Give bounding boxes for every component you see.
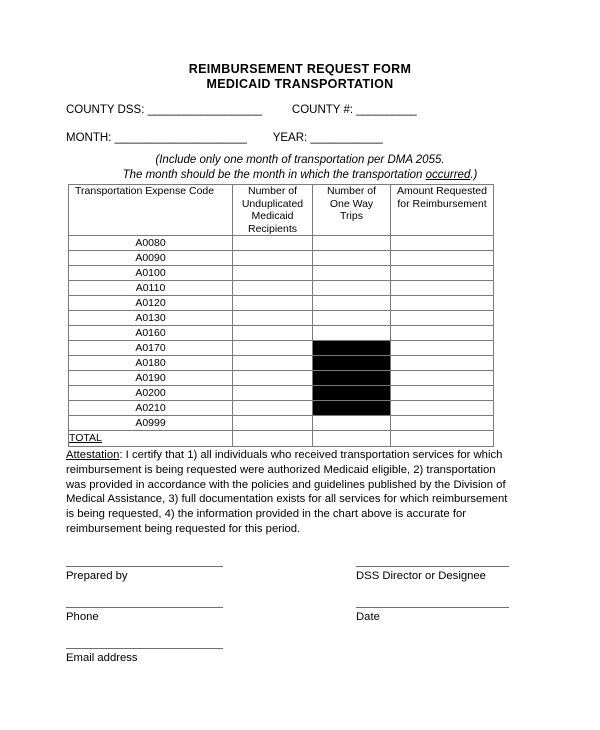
year-label: YEAR:: [272, 132, 308, 144]
cell-unduplicated-recipients[interactable]: [233, 326, 313, 341]
column-header-amount-requested: [391, 185, 494, 236]
table-total-row: [69, 431, 494, 447]
table-row: [69, 386, 494, 401]
table-row: [69, 296, 494, 311]
cell-one-way-trips[interactable]: [313, 296, 391, 311]
instruction-note-pre: The month should be the month in which the transportation: [122, 168, 426, 181]
header-text: Trips: [340, 210, 363, 222]
cell-unduplicated-recipients[interactable]: [233, 236, 313, 251]
county-dss-label: COUNTY DSS:: [66, 104, 145, 116]
attestation-separator: :: [119, 449, 126, 461]
cell-amount-requested[interactable]: [391, 236, 494, 251]
county-dss-input[interactable]: ___________________: [147, 104, 262, 116]
table-row: [69, 251, 494, 266]
total-cell-recipients[interactable]: [233, 431, 313, 447]
cell-expense-code: A0090: [69, 251, 233, 266]
cell-amount-requested[interactable]: [391, 251, 494, 266]
table-row: [69, 311, 494, 326]
cell-amount-requested[interactable]: [391, 281, 494, 296]
cell-one-way-trips-blacked-out: [313, 371, 391, 386]
table-row: [69, 266, 494, 281]
cell-one-way-trips[interactable]: [313, 266, 391, 281]
total-cell-trips[interactable]: [313, 431, 391, 447]
cell-unduplicated-recipients[interactable]: [233, 311, 313, 326]
cell-unduplicated-recipients[interactable]: [233, 251, 313, 266]
total-label-text: TOTAL: [69, 432, 102, 444]
cell-amount-requested[interactable]: [391, 311, 494, 326]
cell-amount-requested[interactable]: [391, 371, 494, 386]
expense-table-wrapper: [68, 184, 493, 447]
cell-one-way-trips-blacked-out: [313, 386, 391, 401]
column-header-expense-code: [69, 185, 233, 236]
cell-unduplicated-recipients[interactable]: [233, 281, 313, 296]
attestation-paragraph: [66, 448, 508, 537]
signature-caption: Phone: [66, 611, 99, 623]
cell-one-way-trips-blacked-out: [313, 341, 391, 356]
header-text: One Way: [329, 197, 374, 210]
cell-amount-requested[interactable]: [391, 266, 494, 281]
signature-caption: Date: [356, 611, 380, 623]
cell-one-way-trips-blacked-out: [313, 401, 391, 416]
column-header-one-way-trips: [313, 185, 391, 236]
title-line-1: REIMBURSEMENT REQUEST FORM: [188, 62, 412, 76]
column-header-unduplicated-recipients: [233, 185, 313, 236]
table-row: [69, 356, 494, 371]
table-row: [69, 281, 494, 296]
instruction-note-line-1: (Include only one month of transportation per DMA 2055.: [155, 154, 445, 166]
attestation-heading: Attestation: [66, 449, 120, 461]
cell-expense-code: A0210: [69, 401, 233, 416]
header-text: Transportation Expense Code: [75, 185, 215, 197]
expense-table: [68, 184, 494, 447]
cell-one-way-trips[interactable]: [313, 281, 391, 296]
cell-one-way-trips[interactable]: [313, 251, 391, 266]
month-input[interactable]: ______________________: [114, 132, 247, 144]
cell-amount-requested[interactable]: [391, 356, 494, 371]
cell-unduplicated-recipients[interactable]: [233, 401, 313, 416]
cell-amount-requested[interactable]: [391, 386, 494, 401]
table-row: [69, 401, 494, 416]
signature-caption: Email address: [66, 652, 138, 664]
table-row: [69, 326, 494, 341]
cell-unduplicated-recipients[interactable]: [233, 341, 313, 356]
table-header: [69, 185, 494, 236]
signature-phone[interactable]: [66, 607, 223, 624]
signature-caption: DSS Director or Designee: [356, 570, 486, 582]
cell-one-way-trips[interactable]: [313, 311, 391, 326]
instruction-note-emphasis: occurred: [425, 168, 471, 181]
cell-expense-code: A0200: [69, 386, 233, 401]
total-cell-amount[interactable]: [391, 431, 494, 447]
title-line-2: MEDICAID TRANSPORTATION: [206, 77, 394, 91]
cell-one-way-trips[interactable]: [313, 236, 391, 251]
table-row: [69, 236, 494, 251]
header-text: Medicaid: [251, 210, 294, 222]
signature-prepared-by[interactable]: [66, 566, 223, 583]
signature-email-address[interactable]: [66, 648, 223, 665]
cell-one-way-trips[interactable]: [313, 326, 391, 341]
county-number-input[interactable]: __________: [356, 104, 417, 116]
cell-expense-code: A0130: [69, 311, 233, 326]
month-field-row: [66, 131, 382, 145]
cell-expense-code: A0100: [69, 266, 233, 281]
header-text: for Reimbursement: [397, 197, 487, 210]
cell-expense-code: A0080: [69, 236, 233, 251]
county-number-label: COUNTY #:: [291, 104, 354, 116]
cell-amount-requested[interactable]: [391, 416, 494, 431]
cell-expense-code: A0110: [69, 281, 233, 296]
cell-expense-code: A0180: [69, 356, 233, 371]
total-label: [69, 431, 233, 447]
cell-expense-code: A0120: [69, 296, 233, 311]
cell-unduplicated-recipients[interactable]: [233, 371, 313, 386]
cell-unduplicated-recipients[interactable]: [233, 296, 313, 311]
cell-one-way-trips[interactable]: [313, 416, 391, 431]
cell-unduplicated-recipients[interactable]: [233, 386, 313, 401]
cell-expense-code: A0170: [69, 341, 233, 356]
cell-expense-code: A0190: [69, 371, 233, 386]
cell-amount-requested[interactable]: [391, 326, 494, 341]
instruction-note-post: .): [470, 168, 478, 181]
instruction-note-line-2: [0, 168, 600, 183]
signature-caption: Prepared by: [66, 570, 128, 582]
header-text: Amount Requested: [397, 185, 487, 197]
table-row: [69, 341, 494, 356]
header-text: Recipients: [247, 222, 298, 235]
cell-amount-requested[interactable]: [391, 296, 494, 311]
table-header-row: [69, 185, 494, 236]
header-text: Unduplicated: [241, 197, 304, 210]
cell-amount-requested[interactable]: [391, 341, 494, 356]
cell-unduplicated-recipients[interactable]: [233, 416, 313, 431]
month-label: MONTH:: [66, 132, 112, 144]
cell-one-way-trips-blacked-out: [313, 356, 391, 371]
instruction-note: [0, 153, 600, 182]
cell-unduplicated-recipients[interactable]: [233, 356, 313, 371]
signature-dss-director[interactable]: [356, 566, 509, 583]
cell-unduplicated-recipients[interactable]: [233, 266, 313, 281]
attestation-body: I certify that 1) all individuals who received transportation services for which reimbursement is being requested were authorized Medicaid eligible, 2) transportation was provided in accordance with the policies and guidelines published by the Division of Medical Assistance, 3) full documentation exists for all services for which reimbursement is being requested, 4) the information provided in the chart above is accurate for reimbursement being requested for this period.: [66, 449, 508, 535]
cell-expense-code: A0160: [69, 326, 233, 341]
year-input[interactable]: ____________: [310, 132, 383, 144]
header-text: Number of: [247, 185, 298, 197]
table-body: [69, 236, 494, 447]
table-row: [69, 416, 494, 431]
page-title: [0, 62, 600, 92]
cell-expense-code: A0999: [69, 416, 233, 431]
table-row: [69, 371, 494, 386]
signature-date[interactable]: [356, 607, 509, 624]
header-text: Number of: [326, 185, 377, 197]
county-field-row: [66, 103, 416, 117]
cell-amount-requested[interactable]: [391, 401, 494, 416]
